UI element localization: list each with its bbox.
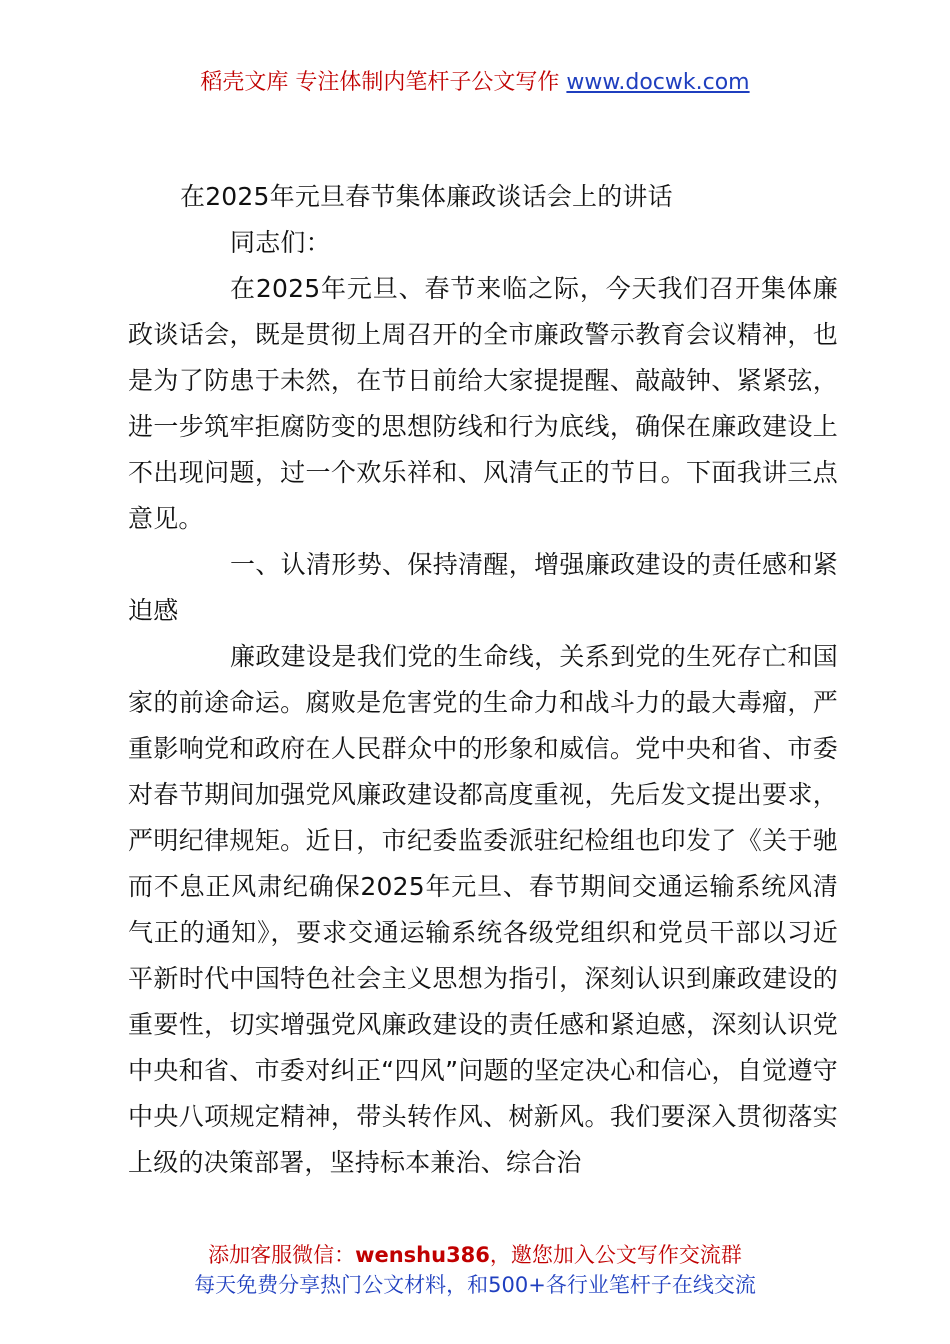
paragraph-1: 在2025年元旦、春节来临之际，今天我们召开集体廉政谈话会，既是贯彻上周召开的全市廉政警示教育会议精神，也是为了防患于未然，在节日前给大家提提醒、敲敲钟、紧紧弦，进一步筑牢拒腐防变的思想防线和行为底线，确保在廉政建设上不出现问题，过一个欢乐祥和、风清气正的节日。下面我讲三点意见。	[128, 274, 838, 533]
footer-contact	[0, 1240, 950, 1270]
section-heading-1: 一、认清形势、保持清醒，增强廉政建设的责任感和紧迫感	[128, 550, 838, 625]
footer-wechat-id: wenshu386	[355, 1243, 490, 1267]
paragraph-2: 廉政建设是我们党的生命线，关系到党的生死存亡和国家的前途命运。腐败是危害党的生命力和战斗力的最大毒瘤，严重影响党和政府在人民群众中的形象和威信。党中央和省、市委对春节期间加强党风廉政建设都高度重视，先后发文提出要求，严明纪律规矩。近日，市纪委监委派驻纪检组也印发了《关于驰而不息正风肃纪确保2025年元旦、春节期间交通运输系统风清气正的通知》，要求交通运输系统各级党组织和党员干部以习近平新时代中国特色社会主义思想为指引，深刻认识到廉政建设的重要性，切实增强党风廉政建设的责任感和紧迫感，深刻认识党中央和省、市委对纠正“四风”问题的坚定决心和信心，自觉遵守中央八项规定精神，带头转作风、树新风。我们要深入贯彻落实上级的决策部署，坚持标本兼治、综合治	[128, 642, 838, 1177]
footer-prefix: 添加客服微信：	[208, 1243, 356, 1267]
doc-greeting: 同志们：	[230, 228, 331, 257]
footer-promo: 每天免费分享热门公文材料，和500+各行业笔杆子在线交流	[194, 1273, 756, 1297]
header-link[interactable]: www.docwk.com	[566, 70, 750, 95]
footer-suffix: ，邀您加入公文写作交流群	[489, 1243, 742, 1267]
header-banner	[0, 68, 950, 98]
header-text: 稻壳文库 专注体制内笔杆子公文写作	[200, 70, 567, 95]
doc-title: 在2025年元旦春节集体廉政谈话会上的讲话	[180, 182, 673, 211]
document-body	[128, 174, 838, 1186]
